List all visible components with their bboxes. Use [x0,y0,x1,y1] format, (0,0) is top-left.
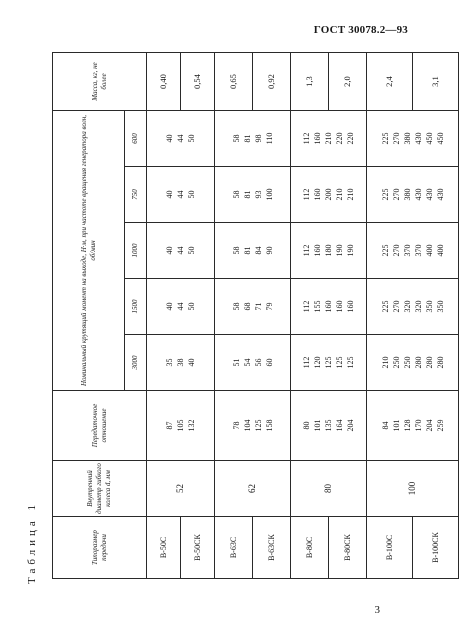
specifications-table [52,52,459,579]
torque-cell [291,223,367,279]
value: 225 [380,188,390,201]
value: 105 [176,419,185,432]
torque-cell [367,223,459,279]
value: 350 [424,300,434,313]
type-cell: В-50СК [181,517,215,579]
value: 250 [402,356,412,369]
table-row [367,53,413,579]
torque-cell [215,111,291,167]
value: 44 [176,134,185,143]
value: 50 [187,302,196,311]
value: 81 [242,246,252,255]
value: 160 [313,244,322,257]
header-speed: 600 [125,111,147,167]
value: 40 [187,358,196,367]
value: 58 [231,246,241,255]
value: 250 [391,356,401,369]
value: 430 [424,188,434,201]
value: 58 [231,190,241,199]
value: 220 [335,132,344,145]
mass-cell: 0,65 [215,53,253,111]
value: 120 [313,356,322,369]
value: 204 [346,419,355,432]
type-cell: В-100СК [413,517,459,579]
value: 225 [380,132,390,145]
value: 320 [402,300,412,313]
header-speed: 750 [125,167,147,223]
value: 71 [253,302,263,311]
value: 190 [346,244,355,257]
value: 44 [176,190,185,199]
value: 56 [253,358,263,367]
value: 81 [242,134,252,143]
value: 270 [391,244,401,257]
mass-cell: 0,54 [181,53,215,111]
value: 210 [335,188,344,201]
value: 50 [187,190,196,199]
value: 125 [346,356,355,369]
value: 160 [346,300,355,313]
value: 112 [302,244,311,257]
table-row [215,53,253,579]
value: 380 [402,188,412,201]
table-row [147,53,181,579]
torque-cell [291,167,367,223]
value: 380 [402,132,412,145]
value: 280 [435,356,445,369]
value: 101 [391,419,401,432]
value: 400 [435,244,445,257]
value: 270 [391,132,401,145]
value: 40 [165,190,174,199]
value: 280 [413,356,423,369]
diameter-cell: 52 [147,461,215,517]
torque-cell [291,279,367,335]
header-type: Типоразмер передачи [53,517,147,579]
table-caption: Таблица 1 [26,500,38,584]
value: 100 [264,188,274,201]
value: 370 [402,244,412,257]
value: 110 [264,132,274,145]
mass-cell: 1,3 [291,53,329,111]
value: 350 [435,300,445,313]
value: 81 [242,190,252,199]
value: 160 [313,188,322,201]
torque-cell [147,223,215,279]
value: 225 [380,300,390,313]
value: 58 [231,302,241,311]
value: 125 [324,356,333,369]
type-cell: В-80СК [329,517,367,579]
header-speed: 3000 [125,335,147,391]
header-speed: 1500 [125,279,147,335]
value: 160 [324,300,333,313]
ratio-cell [367,391,459,461]
value: 101 [313,419,322,432]
value: 50 [187,134,196,143]
torque-cell [367,111,459,167]
value: 430 [413,132,423,145]
value: 132 [187,419,196,432]
value: 112 [302,300,311,313]
value: 40 [165,246,174,255]
header-torque-group: Номинальный крутящий момент на выходе, Н·м, при частоте вращения генератора волн, об/мин [53,111,125,391]
value: 164 [335,419,344,432]
value: 112 [302,132,311,145]
value: 320 [413,300,423,313]
ratio-cell [291,391,367,461]
value: 50 [187,246,196,255]
value: 400 [424,244,434,257]
value: 68 [242,302,252,311]
torque-cell [291,335,367,391]
value: 90 [264,246,274,255]
diameter-cell: 80 [291,461,367,517]
torque-cell [367,279,459,335]
torque-cell [215,279,291,335]
torque-cell [147,167,215,223]
mass-cell: 3,1 [413,53,459,111]
type-cell: В-80С [291,517,329,579]
value: 125 [253,419,263,432]
value: 128 [402,419,412,432]
value: 160 [335,300,344,313]
value: 259 [435,419,445,432]
mass-cell: 2,4 [367,53,413,111]
header-ratio: Передаточное отношение [53,391,147,461]
value: 170 [413,419,423,432]
value: 370 [413,244,423,257]
ratio-cell [147,391,215,461]
value: 98 [253,134,263,143]
value: 40 [165,302,174,311]
value: 210 [380,356,390,369]
value: 180 [324,244,333,257]
torque-cell [215,335,291,391]
value: 51 [231,358,241,367]
value: 210 [346,188,355,201]
value: 210 [324,132,333,145]
value: 160 [313,132,322,145]
value: 190 [335,244,344,257]
document-code: ГОСТ 30078.2—93 [313,24,408,36]
value: 280 [424,356,434,369]
value: 38 [176,358,185,367]
value: 40 [165,134,174,143]
diameter-cell: 62 [215,461,291,517]
page-number: 3 [374,604,380,616]
value: 225 [380,244,390,257]
torque-cell [215,167,291,223]
torque-cell [147,111,215,167]
type-cell: В-63СК [253,517,291,579]
value: 84 [380,421,390,430]
value: 135 [324,419,333,432]
value: 155 [313,300,322,313]
value: 270 [391,188,401,201]
value: 430 [435,188,445,201]
type-cell: В-50С [147,517,181,579]
value: 35 [165,358,174,367]
torque-cell [291,111,367,167]
value: 450 [435,132,445,145]
value: 112 [302,356,311,369]
value: 87 [165,421,174,430]
value: 220 [346,132,355,145]
type-cell: В-100С [367,517,413,579]
torque-cell [367,335,459,391]
value: 104 [242,419,252,432]
header-speed: 1000 [125,223,147,279]
value: 60 [264,358,274,367]
torque-cell [367,167,459,223]
ratio-cell [215,391,291,461]
torque-cell [147,279,215,335]
value: 200 [324,188,333,201]
mass-cell: 2,0 [329,53,367,111]
value: 44 [176,246,185,255]
value: 54 [242,358,252,367]
mass-cell: 0,40 [147,53,181,111]
value: 80 [302,421,311,430]
header-mass: Масса, кг, не более [53,53,147,111]
table-row [291,53,329,579]
torque-cell [147,335,215,391]
value: 93 [253,190,263,199]
value: 450 [424,132,434,145]
value: 112 [302,188,311,201]
value: 84 [253,246,263,255]
value: 58 [231,134,241,143]
value: 158 [264,419,274,432]
diameter-cell: 100 [367,461,459,517]
value: 44 [176,302,185,311]
value: 125 [335,356,344,369]
value: 78 [231,421,241,430]
rotated-table-wrapper [52,53,445,579]
value: 430 [413,188,423,201]
type-cell: В-63С [215,517,253,579]
value: 270 [391,300,401,313]
header-diameter: Внутренний диаметр гибкого колеса d, мм [53,461,147,517]
value: 79 [264,302,274,311]
value: 204 [424,419,434,432]
torque-cell [215,223,291,279]
mass-cell: 0,92 [253,53,291,111]
